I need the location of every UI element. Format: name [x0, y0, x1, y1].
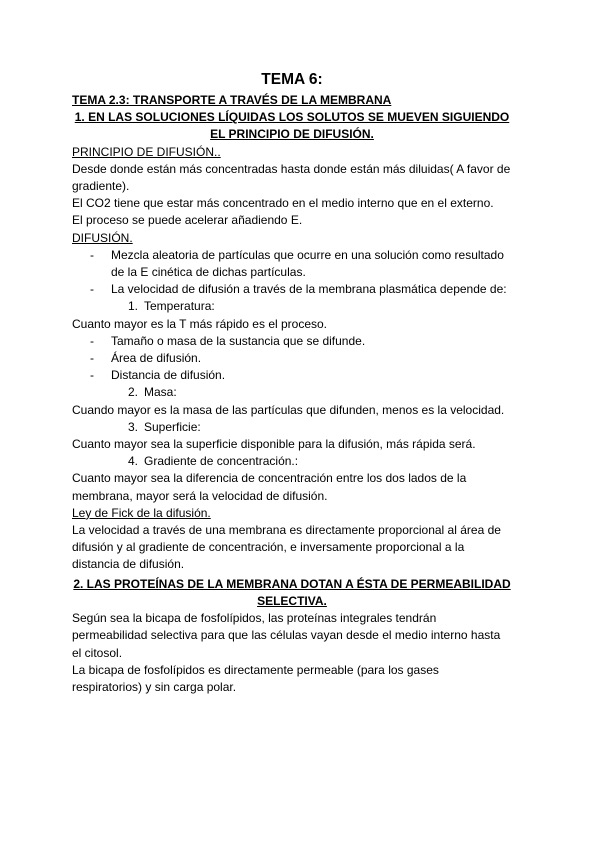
factor-heading-masa [72, 384, 512, 401]
fick-text: La velocidad a través de una membrana es directamente proporcional al área de difusión y al gradiente de concentración, e inversamente proporcional a la distancia de difusión. [72, 523, 501, 572]
factor-label: Superficie: [144, 419, 201, 434]
factor-number: 3. [128, 419, 139, 434]
section-2-paragraph-2: La bicapa de fosfolípidos es directamente permeable (para los gases respiratorios) y sin carga polar. [72, 662, 439, 694]
document-page [72, 70, 512, 696]
factor-heading-gradiente [72, 453, 512, 470]
topic-subtitle: TEMA 2.3: TRANSPORTE A TRAVÉS DE LA MEMBRANA [72, 93, 392, 107]
factor-number: 1. [128, 299, 139, 314]
list-item: - Mezcla aleatoria de partículas que ocurre en una solución como resultado de la E cinética de dichas partículas. [90, 247, 512, 281]
factor-heading-temperatura [72, 298, 512, 315]
factor-label: Masa: [144, 385, 177, 400]
fick-label: Ley de Fick de la difusión. [72, 505, 211, 520]
difusion-list [72, 247, 512, 299]
factor-label: Temperatura: [144, 299, 215, 314]
section-2-heading: 2. LAS PROTEÍNAS DE LA MEMBRANA DOTAN A ÉSTA DE PERMEABILIDAD SELECTIVA. [73, 576, 511, 608]
factor-text-masa: Cuando mayor es la masa de las partículas que difunden, menos es la velocidad. [72, 402, 505, 417]
section-1-heading: 1. EN LAS SOLUCIONES LÍQUIDAS LOS SOLUTOS SE MUEVEN SIGUIENDO EL PRINCIPIO DE DIFUSIÓN. [74, 110, 510, 142]
factor-label: Gradiente de concentración.: [144, 454, 299, 469]
principio-label: PRINCIPIO DE DIFUSIÓN.. [72, 144, 221, 159]
list-item: - La velocidad de difusión a través de la membrana plasmática depende de: [90, 281, 512, 298]
factor-text-gradiente: Cuanto mayor sea la diferencia de concentración entre los dos lados de la membrana, mayor será la velocidad de difusión. [72, 471, 467, 503]
temperatura-list [72, 333, 512, 385]
factor-number: 2. [128, 385, 139, 400]
factor-text-temperatura: Cuanto mayor es la T más rápido es el proceso. [72, 316, 328, 331]
principio-paragraph-1: Desde donde están más concentradas hasta donde están más diluidas( A favor de gradiente). [72, 161, 511, 194]
difusion-label: DIFUSIÓN. [72, 230, 133, 245]
document-title: TEMA 6: [261, 71, 323, 88]
factor-text-superficie: Cuanto mayor sea la superficie disponible para la difusión, más rápida será. [72, 437, 476, 452]
section-2-paragraph-1: Según sea la bicapa de fosfolípidos, las proteínas integrales tendrán permeabilidad selectiva para que las células vayan desde el medio interno hasta el citosol. [72, 611, 501, 660]
list-item: - Tamaño o masa de la sustancia que se difunde. [90, 333, 512, 350]
factor-heading-superficie [72, 419, 512, 436]
principio-paragraph-2: El CO2 tiene que estar más concentrado en el medio interno que en el externo. [72, 196, 494, 211]
principio-paragraph-3: El proceso se puede acelerar añadiendo E. [72, 213, 303, 228]
factor-number: 4. [128, 454, 139, 469]
list-item: - Área de difusión. [90, 350, 512, 367]
list-item: - Distancia de difusión. [90, 367, 512, 384]
